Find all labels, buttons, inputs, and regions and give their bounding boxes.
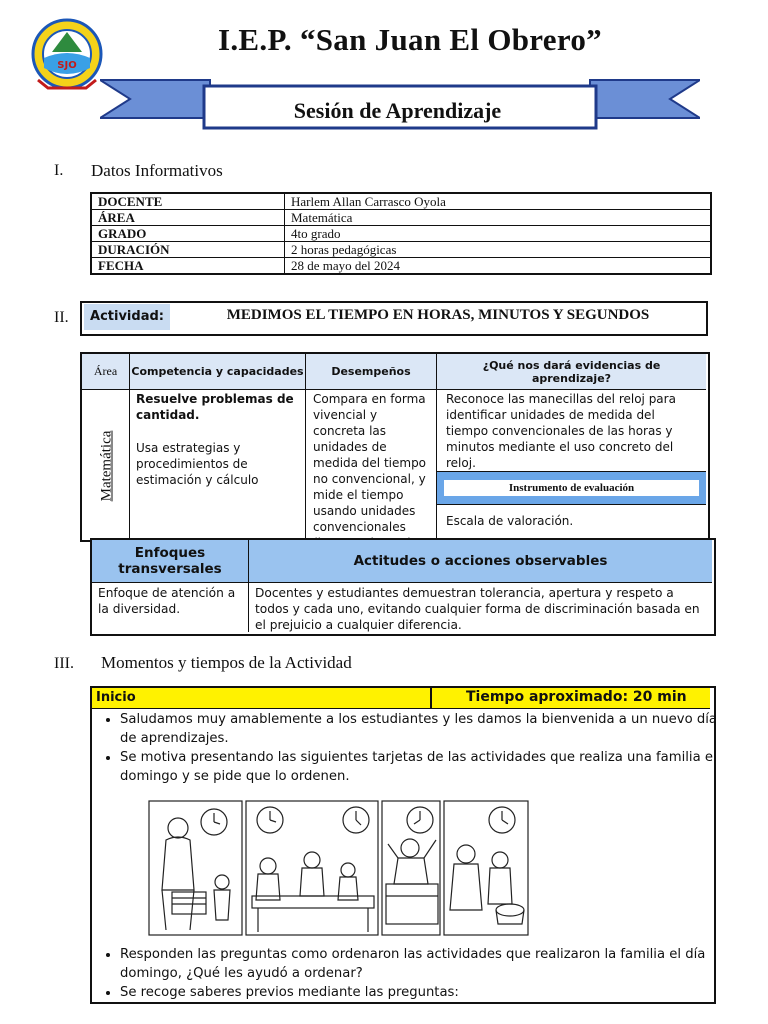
section-2-number: II. bbox=[54, 309, 69, 326]
datos-value: Harlem Allan Carrasco Oyola bbox=[285, 193, 712, 210]
datos-row bbox=[91, 193, 711, 210]
section-1-number: I. bbox=[54, 162, 64, 179]
evidencia-text: Reconoce las manecillas del reloj para identificar unidades de medida del tiempo convencionales de las horas y minutos mediante el uso concreto del reloj. bbox=[446, 392, 676, 470]
actitudes-header: Actitudes o acciones observables bbox=[249, 540, 712, 582]
list-item: • Responden las preguntas como ordenaron las actividades que realizaron la familia el día domingo, ¿Qué les ayudó a ordenar? bbox=[120, 945, 720, 983]
card-shopping-illustration bbox=[149, 801, 242, 935]
datos-key: DOCENTE bbox=[91, 193, 285, 210]
datos-row bbox=[91, 226, 711, 242]
area-value: Matemática bbox=[98, 430, 115, 502]
list-item: • Se motiva presentando las siguientes tarjetas de las actividades que realiza una familia el domingo y se pide que lo ordenen. bbox=[120, 748, 720, 786]
datos-value: 4to grado bbox=[285, 226, 712, 242]
competencia-capacidad: Usa estrategias y procedimientos de estimación y cálculo bbox=[136, 441, 259, 487]
actividad-label: Actividad: bbox=[84, 304, 170, 330]
datos-key: ÁREA bbox=[91, 210, 285, 226]
section-1-title: Datos Informativos bbox=[91, 161, 223, 180]
header-evidencias: ¿Qué nos dará evidencias de aprendizaje? bbox=[437, 354, 706, 389]
logo-mid-text: SJO bbox=[57, 60, 77, 71]
family-activity-cards bbox=[148, 800, 530, 936]
enfoques-header: Enfoques transversales bbox=[92, 540, 248, 582]
datos-row bbox=[91, 258, 711, 275]
header-competencia: Competencia y capacidades bbox=[130, 354, 305, 389]
header-area: Área bbox=[82, 354, 129, 389]
list-item: • Se recoge saberes previos mediante las preguntas: bbox=[120, 983, 720, 1002]
datos-value: 28 de mayo del 2024 bbox=[285, 258, 712, 275]
card-cooking-illustration bbox=[444, 801, 528, 935]
school-title: I.E.P. “San Juan El Obrero” bbox=[218, 22, 602, 57]
instrumento-label: Instrumento de evaluación bbox=[444, 480, 699, 496]
datos-key: DURACIÓN bbox=[91, 242, 285, 258]
section-3-title: Momentos y tiempos de la Actividad bbox=[101, 653, 352, 672]
datos-row bbox=[91, 210, 711, 226]
area-vertical-cell bbox=[96, 406, 118, 526]
actitud-value: Docentes y estudiantes demuestran tolerancia, apertura y respeto a todos y cada uno, evitando cualquier forma de discriminación basada en el prejuicio a cualquier diferencia. bbox=[255, 586, 700, 632]
datos-value: Matemática bbox=[285, 210, 712, 226]
tiempo-label: Tiempo aproximado: 20 min bbox=[466, 689, 687, 705]
datos-key: FECHA bbox=[91, 258, 285, 275]
inicio-bullets-top bbox=[98, 710, 720, 786]
inicio-label: Inicio bbox=[96, 690, 136, 705]
banner-label: Sesión de Aprendizaje bbox=[293, 98, 502, 123]
inicio-bullets-bottom bbox=[98, 945, 720, 1002]
datos-value: 2 horas pedagógicas bbox=[285, 242, 712, 258]
enfoque-value: Enfoque de atención a la diversidad. bbox=[98, 586, 236, 616]
instrumento-value: Escala de valoración. bbox=[446, 514, 574, 528]
list-item: • Saludamos muy amablemente a los estudiantes y les damos la bienvenida a un nuevo día de aprendizajes. bbox=[120, 710, 720, 748]
competencia-title: Resuelve problemas de cantidad. bbox=[136, 392, 294, 422]
datos-row bbox=[91, 242, 711, 258]
section-3-number: III. bbox=[54, 655, 74, 672]
header-desempenos: Desempeños bbox=[306, 354, 436, 389]
competencias-table bbox=[80, 352, 710, 542]
datos-key: GRADO bbox=[91, 226, 285, 242]
school-logo bbox=[30, 18, 104, 94]
card-waking-illustration bbox=[382, 801, 440, 935]
enfoques-table bbox=[90, 538, 716, 636]
actividad-title: MEDIMOS EL TIEMPO EN HORAS, MINUTOS Y SEGUNDOS bbox=[226, 307, 650, 323]
desempeno-text: Compara en forma vivencial y concreta las unidades de medida del tiempo no convencional, y mide el tiempo usando unidades convencionales bbox=[313, 392, 427, 534]
card-meal-illustration bbox=[246, 801, 378, 935]
datos-table bbox=[90, 192, 712, 275]
